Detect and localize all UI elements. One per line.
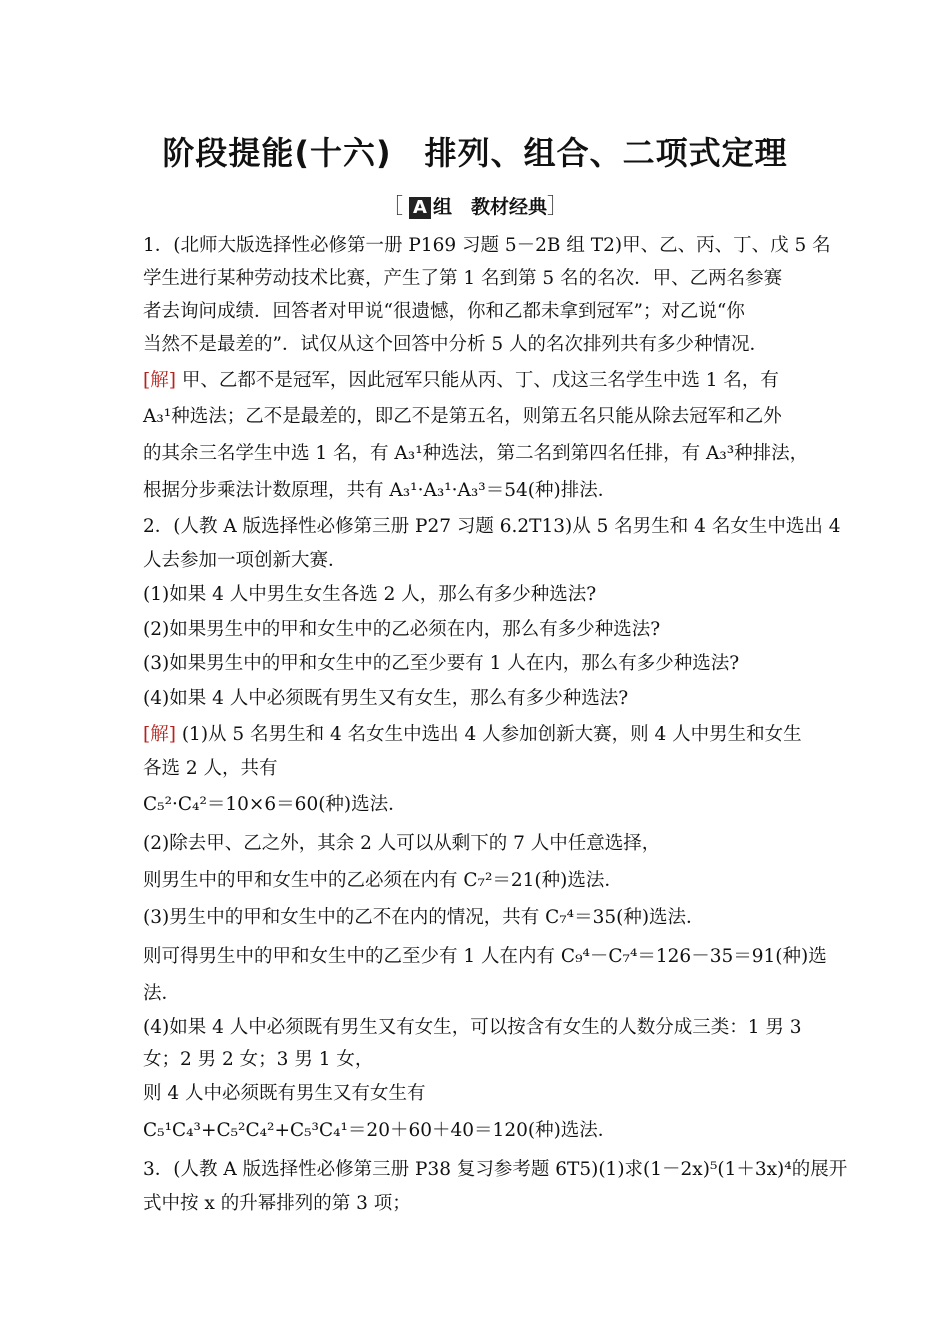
problem-2-line-3: (1)如果 4 人中男生女生各选 2 人，那么有多少种选法? [143,584,597,605]
page-title: 阶段提能(十六) 排列、组合、二项式定理 [162,134,788,172]
solution-2-line-3: C₅²·C₄²＝10×6＝60(种)选法． [143,794,407,815]
section-label: 组 教材经典 [432,196,547,218]
solution-2-line-4: (2)除去甲、乙之外，其余 2 人可以从剩下的 7 人中任意选择， [143,833,661,854]
solution-2-line-11: 则 4 人中必须既有男生又有女生有 [143,1083,426,1104]
problem-3-line-2: 式中按 x 的升幂排列的第 3 项； [143,1193,411,1214]
solution-1-line-1 [143,368,813,394]
solution-1-text: 甲、乙都不是冠军，因此冠军只能从丙、丁、戊这三名学生中选 1 名，有 [181,370,779,391]
problem-1-line-1: 1．(北师大版选择性必修第一册 P169 习题 5－2B 组 T2)甲、乙、丙、丁、戊 5 名 [143,235,831,256]
solution-tag: [解] [143,724,176,745]
problem-1-line-4: 当然不是最差的”．试仅从这个回答中分析 5 人的名次排列共有多少种情况． [143,334,768,355]
bracket-right: ］ [546,194,568,218]
solution-1-line-3: 的其余三名学生中选 1 名，有 A₃¹种选法，第二名到第四名任排，有 A₃³种排法， [143,443,809,464]
solution-2-line-5: 则男生中的甲和女生中的乙必须在内有 C₇²＝21(种)选法． [143,870,623,891]
section-header [0,190,950,220]
group-a-badge: A [409,197,431,219]
problem-2-line-2: 人去参加一项创新大赛． [143,550,347,571]
problem-1-line-2: 学生进行某种劳动技术比赛，产生了第 1 名到第 5 名的名次．甲、乙两名参赛 [143,268,783,289]
solution-1-line-4: 根据分步乘法计数原理，共有 A₃¹·A₃¹·A₃³＝54(种)排法． [143,480,617,501]
problem-3-line-1: 3．(人教 A 版选择性必修第三册 P38 复习参考题 6T5)(1)求(1－2x)⁵(1＋3x)⁴的展开 [143,1159,848,1180]
solution-2-line-7: 则可得男生中的甲和女生中的乙至少有 1 人在内有 C₉⁴－C₇⁴＝126－35＝91(种)选 [143,946,827,967]
bracket-left: ［ [382,194,404,218]
solution-2-line-1 [143,722,813,748]
problem-2-line-4: (2)如果男生中的甲和女生中的乙必须在内，那么有多少种选法? [143,619,661,640]
solution-2-line-10: 女；2 男 2 女；3 男 1 女， [143,1049,374,1070]
solution-2-line-2: 各选 2 人，共有 [143,758,278,779]
problem-2-line-1: 2．(人教 A 版选择性必修第三册 P27 习题 6.2T13)从 5 名男生和 4 名女生中选出 4 [143,516,841,537]
solution-1-line-2: A₃¹种选法；乙不是最差的，即乙不是第五名，则第五名只能从除去冠军和乙外 [143,406,782,427]
problem-2-line-5: (3)如果男生中的甲和女生中的乙至少要有 1 人在内，那么有多少种选法? [143,653,740,674]
solution-2-text: (1)从 5 名男生和 4 名女生中选出 4 人参加创新大赛，则 4 人中男生和女生 [181,724,802,745]
solution-tag: [解] [143,370,176,391]
solution-2-line-6: (3)男生中的甲和女生中的乙不在内的情况，共有 C₇⁴＝35(种)选法． [143,907,705,928]
solution-2-line-8: 法． [143,983,181,1004]
solution-2-line-12: C₅¹C₄³+C₅²C₄²+C₅³C₄¹＝20＋60＋40＝120(种)选法． [143,1120,617,1141]
problem-1-line-3: 者去询问成绩．回答者对甲说“很遗憾，你和乙都未拿到冠军”；对乙说“你 [143,301,745,322]
problem-2-line-6: (4)如果 4 人中必须既有男生又有女生，那么有多少种选法? [143,688,629,709]
solution-2-line-9: (4)如果 4 人中必须既有男生又有女生，可以按含有女生的人数分成三类：1 男 3 [143,1017,802,1038]
